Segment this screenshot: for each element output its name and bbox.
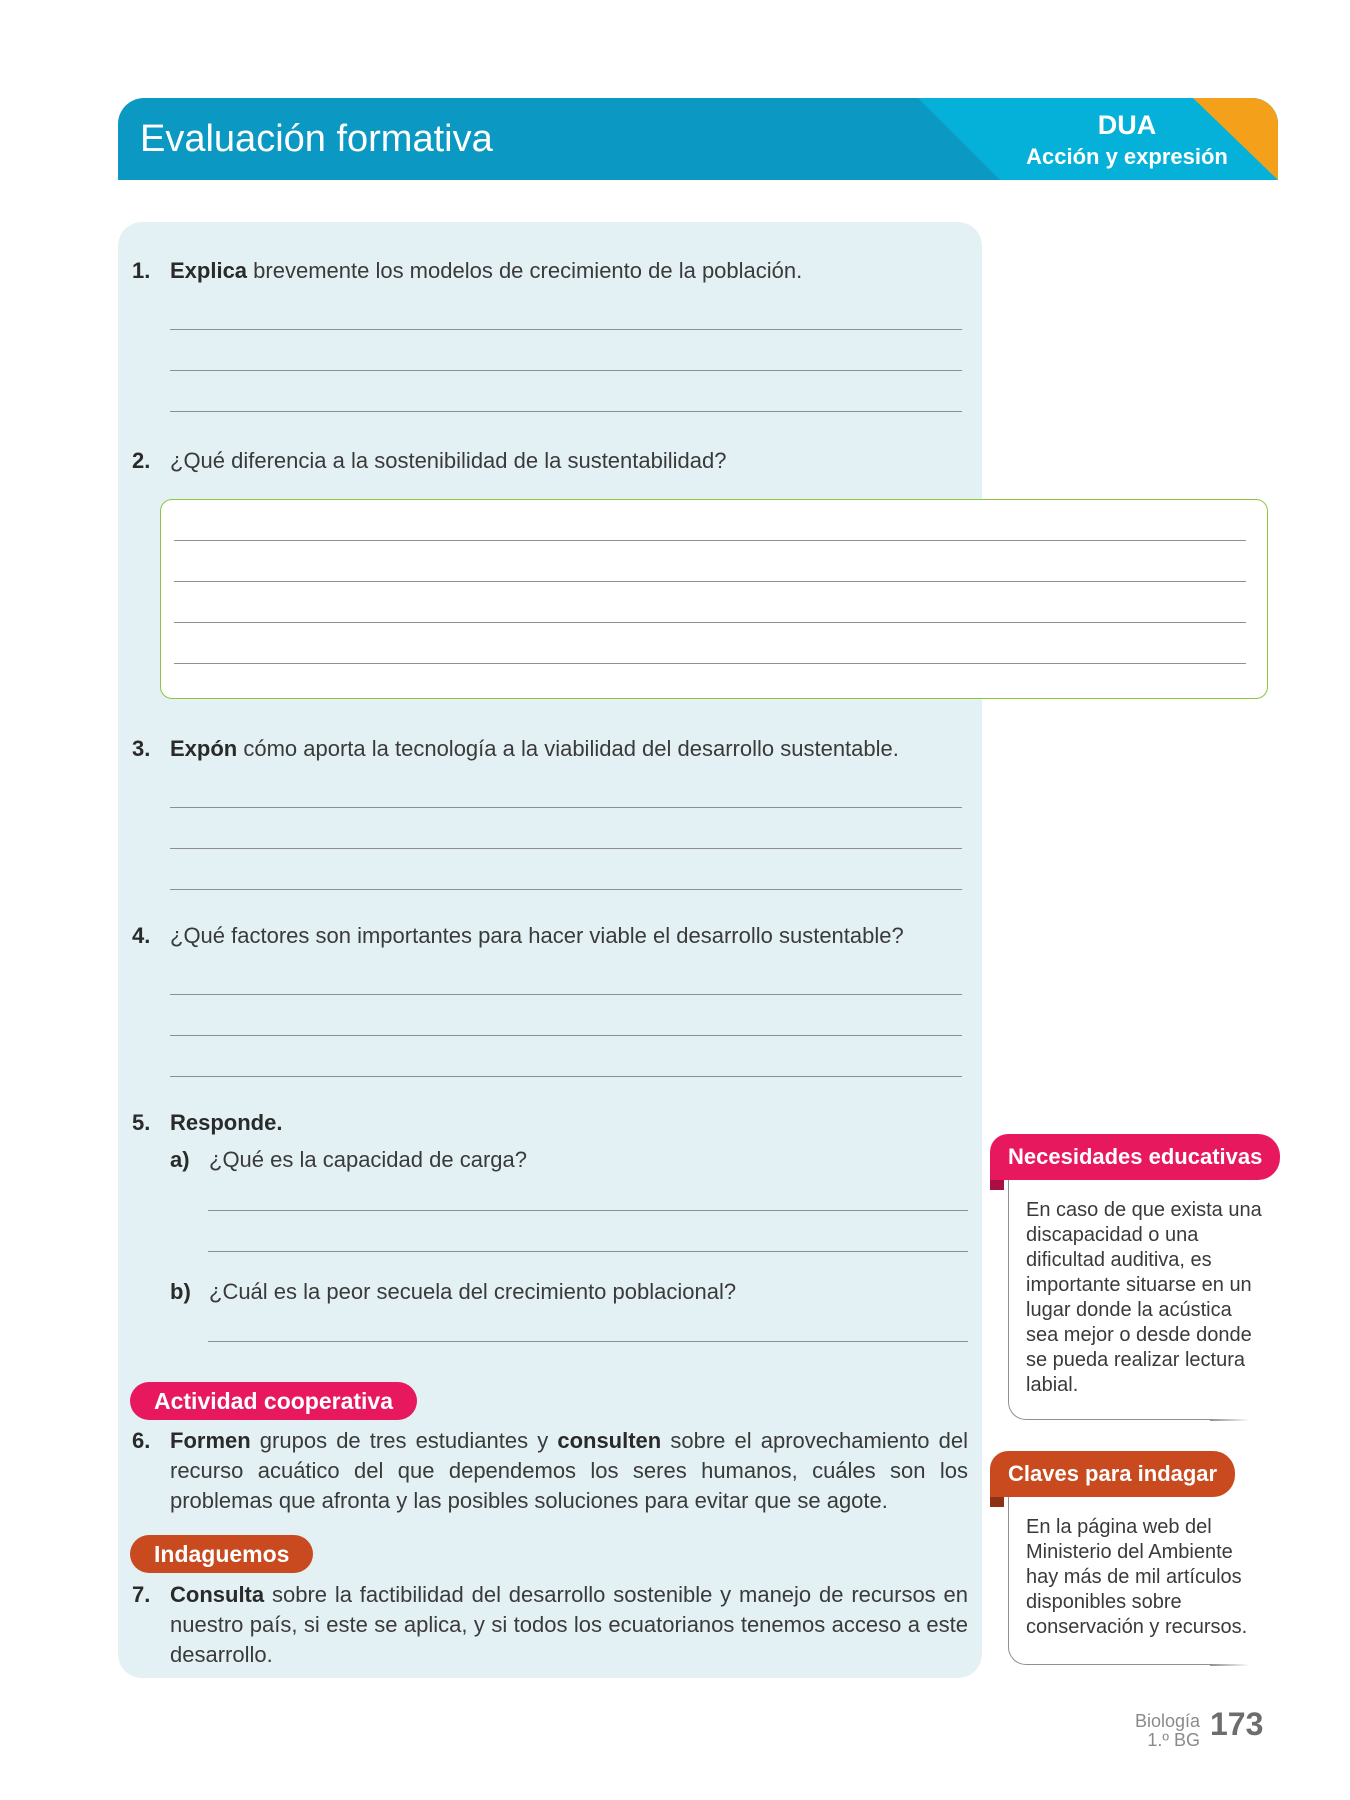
necesidades-educativas-text: En caso de que exista una discapacidad o una dificultad auditiva, es importante situarse en un lugar donde la acústica sea mejor o desde donde se pueda realizar lectura labial. [1026, 1199, 1262, 1396]
answer-line[interactable] [174, 581, 1246, 582]
question-2-answer-box[interactable] [160, 499, 1268, 699]
answer-line[interactable] [170, 1076, 962, 1077]
question-6-body-1: grupos de tres estudiantes y [250, 1428, 558, 1453]
section-header-banner [118, 98, 1278, 180]
footer-subject-name: Biología [1134, 1711, 1200, 1731]
question-7-body: sobre la factibilidad del desarrollo sostenible y manejo de recursos en nuestro país, si este se aplica, y si todos los ecuatorianos tenemos acceso a este desarrollo. [170, 1582, 968, 1667]
question-5-title: Responde. [170, 1110, 283, 1135]
question-7-number: 7. [132, 1582, 151, 1607]
question-6-number: 6. [132, 1428, 151, 1453]
footer-grade: 1.º BG [1147, 1730, 1200, 1750]
answer-line[interactable] [170, 370, 962, 371]
claves-para-indagar-title: Claves para indagar [990, 1451, 1235, 1497]
question-1-text [170, 258, 802, 284]
question-4-number: 4. [132, 923, 151, 948]
answer-line[interactable] [170, 411, 962, 412]
indaguemos-badge: Indaguemos [130, 1535, 313, 1573]
question-3-verb: Expón [170, 736, 238, 761]
question-4-text: ¿Qué factores son importantes para hacer viable el desarrollo sustentable? [170, 923, 904, 948]
dua-label: DUA [1097, 110, 1157, 140]
question-6-verb-1: Formen [170, 1428, 251, 1453]
question-3-number: 3. [132, 736, 151, 761]
question-5a-label: a) [170, 1147, 190, 1172]
question-7-verb: Consulta [170, 1582, 265, 1607]
question-7-text [170, 1580, 968, 1670]
question-2-text: ¿Qué diferencia a la sostenibilidad de la sustentabilidad? [170, 448, 727, 473]
answer-line[interactable] [170, 329, 962, 330]
answer-line[interactable] [170, 848, 962, 849]
footer-subject [1135, 1712, 1200, 1750]
answer-line[interactable] [208, 1210, 968, 1211]
question-6-verb-2: consulten [557, 1428, 662, 1453]
answer-line[interactable] [174, 622, 1246, 623]
question-5b-label: b) [170, 1279, 191, 1304]
answer-line[interactable] [170, 1035, 962, 1036]
question-3-body: cómo aporta la tecnología a la viabilidad del desarrollo sustentable. [237, 736, 899, 761]
question-5b-text: ¿Cuál es la peor secuela del crecimiento poblacional? [209, 1279, 737, 1304]
answer-line[interactable] [208, 1251, 968, 1252]
claves-para-indagar-text: En la página web del Ministerio del Ambiente hay más de mil artículos disponibles sobre conservación y recursos. [1026, 1516, 1248, 1638]
cooperative-activity-badge: Actividad cooperativa [130, 1382, 417, 1420]
question-1-verb: Explica [170, 258, 248, 283]
question-1-number: 1. [132, 258, 151, 283]
answer-line[interactable] [208, 1341, 968, 1342]
question-1-body: brevemente los modelos de crecimiento de la población. [247, 258, 803, 283]
question-6-text [170, 1426, 968, 1516]
question-5-number: 5. [132, 1110, 151, 1135]
answer-line[interactable] [170, 994, 962, 995]
dua-subtitle: Acción y expresión [1026, 144, 1228, 169]
page-title: Evaluación formativa [140, 118, 493, 160]
answer-line[interactable] [174, 663, 1246, 664]
question-6-body-2: sobre el aprovechamiento del recurso acuático del que dependemos los seres humanos, cuáles son los problemas que afronta y las posibles soluciones para evitar que se agote. [170, 1428, 968, 1513]
question-2-number: 2. [132, 448, 151, 473]
question-5a-text: ¿Qué es la capacidad de carga? [209, 1147, 527, 1172]
page-number: 173 [1210, 1706, 1264, 1742]
answer-line[interactable] [170, 889, 962, 890]
necesidades-educativas-title: Necesidades educativas [990, 1134, 1280, 1180]
question-3-text [170, 736, 899, 762]
answer-line[interactable] [170, 807, 962, 808]
answer-line[interactable] [174, 540, 1246, 541]
